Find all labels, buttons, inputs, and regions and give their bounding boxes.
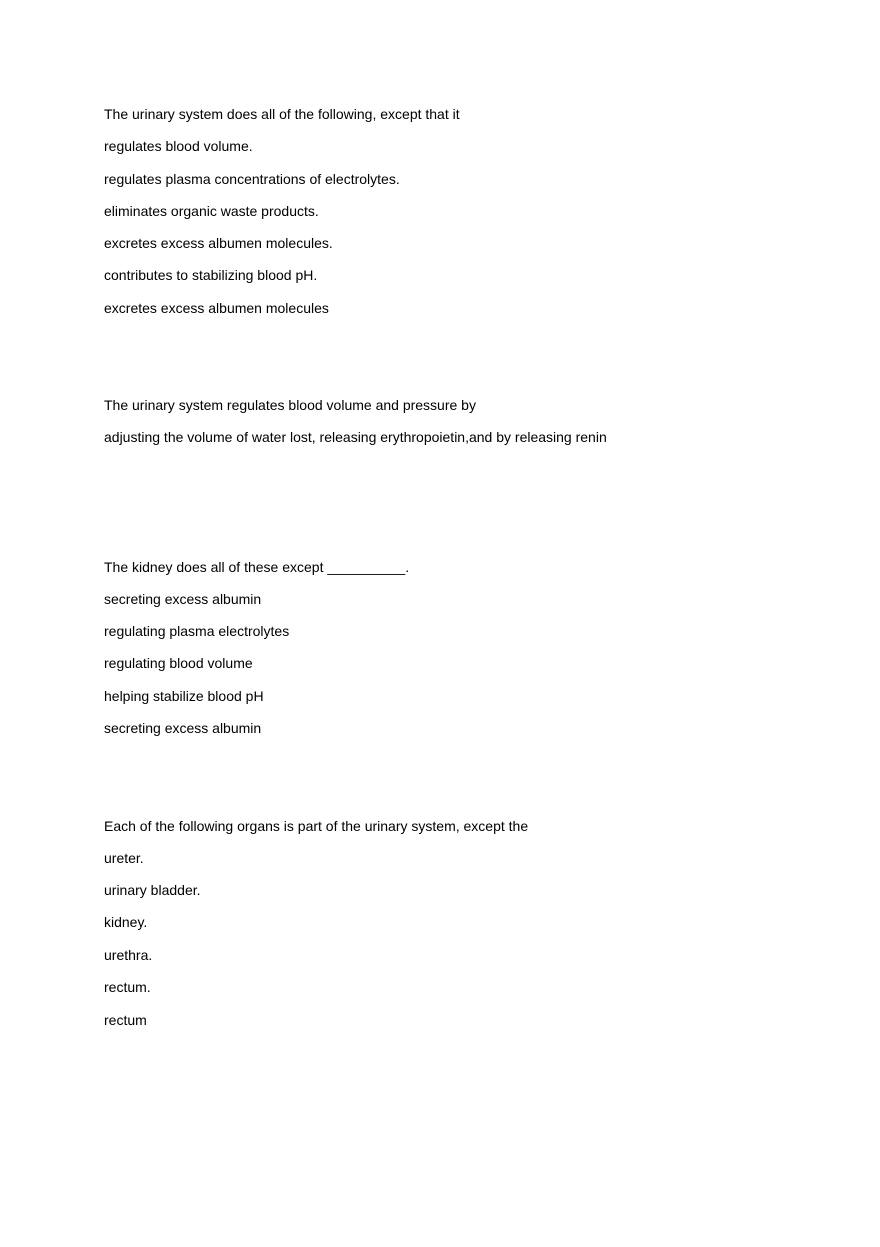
question-4-text: Each of the following organs is part of the urinary system, except the: [104, 818, 529, 834]
question-1-text: The urinary system does all of the following, except that it: [104, 106, 460, 122]
question-1-option-3: eliminates organic waste products.: [104, 203, 319, 219]
question-4-option-4: urethra.: [104, 947, 153, 963]
question-1-option-5: contributes to stabilizing blood pH.: [104, 267, 318, 283]
question-4-option-5: rectum.: [104, 979, 151, 995]
question-3-option-1: secreting excess albumin: [104, 591, 262, 607]
question-1-option-2: regulates plasma concentrations of electrolytes.: [104, 171, 400, 187]
question-4-option-1: ureter.: [104, 850, 144, 866]
question-2-text: The urinary system regulates blood volume and pressure by: [104, 397, 476, 413]
question-2-answer: adjusting the volume of water lost, releasing erythropoietin,and by releasing renin: [104, 429, 607, 445]
question-3-option-3: regulating blood volume: [104, 655, 253, 671]
question-3-option-2: regulating plasma electrolytes: [104, 623, 290, 639]
question-3-text: The kidney does all of these except __________.: [104, 559, 410, 575]
question-3-option-4: helping stabilize blood pH: [104, 688, 264, 704]
question-3-answer: secreting excess albumin: [104, 720, 262, 736]
question-1-option-1: regulates blood volume.: [104, 138, 253, 154]
question-1-option-4: excretes excess albumen molecules.: [104, 235, 333, 251]
question-4-option-3: kidney.: [104, 914, 148, 930]
question-4-answer: rectum: [104, 1012, 147, 1028]
question-4-option-2: urinary bladder.: [104, 882, 201, 898]
question-1-answer: excretes excess albumen molecules: [104, 300, 329, 316]
